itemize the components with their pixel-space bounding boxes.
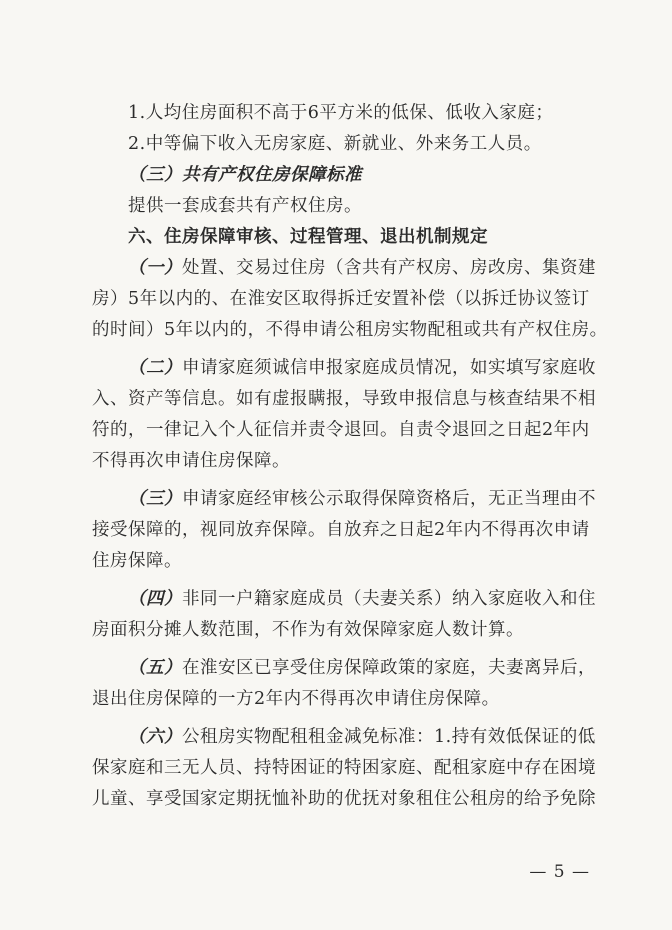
para-3-line-3: 住房保障。 [92, 551, 182, 571]
para-1-line-2: 房）5年以内的、在淮安区取得拆迁安置补偿（以拆迁协议签订 [92, 289, 590, 309]
para-1-text: 处置、交易过住房（含共有产权房、房改房、集资建 [182, 258, 596, 278]
para-2-line-4: 不得再次申请住房保障。 [92, 451, 290, 471]
para-6-line-1 [92, 722, 596, 753]
para-1-line-3: 的时间）5年以内的，不得申请公租房实物配租或共有产权住房。 [92, 320, 608, 340]
para-6-line-2: 保家庭和三无人员、持特困证的特困家庭、配租家庭中存在困境 [92, 758, 596, 778]
para-6-text: 公租房实物配租租金减免标准：1.持有效低保证的低 [182, 727, 596, 747]
para-4-text: 非同一户籍家庭成员（夫妻关系）纳入家庭收入和住 [182, 589, 596, 609]
para-1-marker: （一） [128, 258, 182, 278]
para-4-marker: （四） [128, 589, 182, 609]
para-3-marker: （三） [128, 489, 182, 509]
para-5-marker: （五） [128, 658, 182, 678]
section-heading-six: 六、住房保障审核、过程管理、退出机制规定 [128, 227, 488, 247]
para-1-line-1 [92, 253, 596, 284]
item-2-line: 2.中等偏下收入无房家庭、新就业、外来务工人员。 [128, 134, 542, 154]
para-5-line-2: 退出住房保障的一方2年内不得再次申请住房保障。 [92, 689, 500, 709]
subheading-shared-ownership: （三）共有产权住房保障标准 [128, 165, 362, 185]
shared-ownership-text: 提供一套成套共有产权住房。 [128, 196, 362, 216]
para-4-line-2: 房面积分摊人数范围，不作为有效保障家庭人数计算。 [92, 620, 524, 640]
document-body [92, 98, 608, 815]
para-5-text: 在淮安区已享受住房保障政策的家庭，夫妻离异后， [182, 658, 596, 678]
para-3-line-1 [92, 484, 596, 515]
para-2-line-1 [92, 353, 596, 384]
para-5-line-1 [92, 653, 596, 684]
item-1-line: 1.人均住房面积不高于6平方米的低保、低收入家庭； [128, 103, 554, 123]
para-2-line-2: 入、资产等信息。如有虚报瞒报，导致申报信息与核查结果不相 [92, 389, 596, 409]
para-2-marker: （二） [128, 358, 182, 378]
para-2-line-3: 符的，一律记入个人征信并责令退回。自责令退回之日起2年内 [92, 420, 590, 440]
para-6-marker: （六） [128, 727, 182, 747]
para-3-text: 申请家庭经审核公示取得保障资格后，无正当理由不 [182, 489, 596, 509]
para-3-line-2: 接受保障的，视同放弃保障。自放弃之日起2年内不得再次申请 [92, 520, 590, 540]
para-4-line-1 [92, 584, 596, 615]
para-6-line-3: 儿童、享受国家定期抚恤补助的优抚对象租住公租房的给予免除 [92, 789, 596, 809]
para-2-text: 申请家庭须诚信申报家庭成员情况，如实填写家庭收 [182, 358, 596, 378]
page-number: — 5 — [529, 862, 590, 882]
